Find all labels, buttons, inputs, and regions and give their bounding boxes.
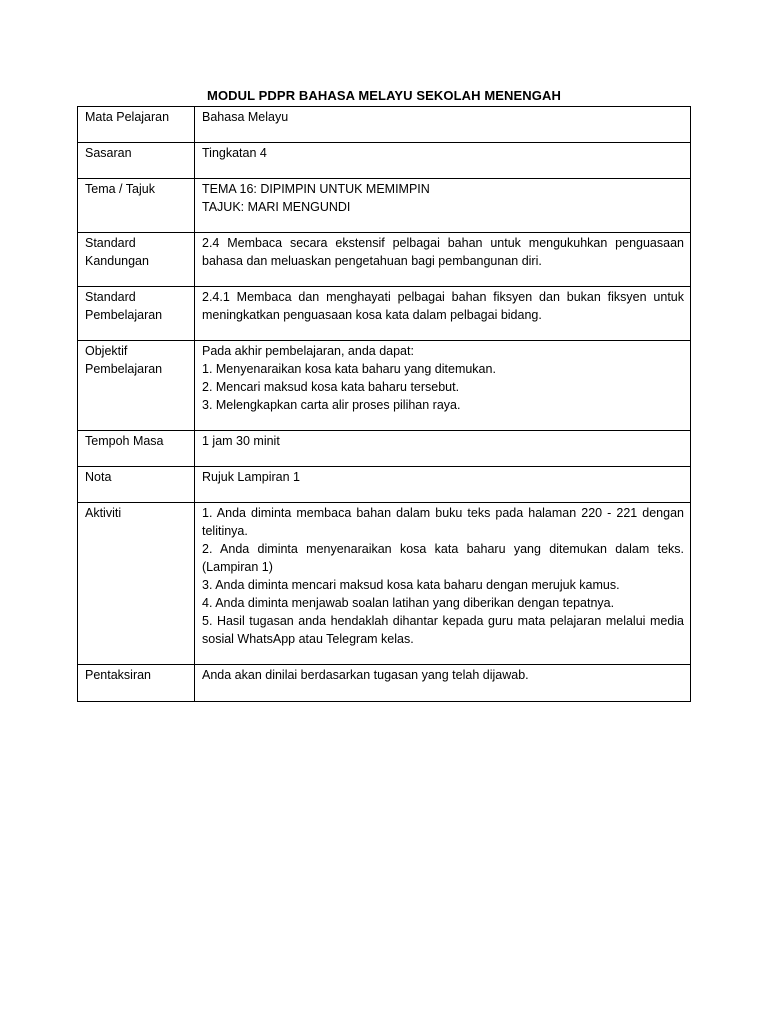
row-label-tempoh-masa <box>78 431 195 467</box>
table-row-aktiviti <box>78 503 691 665</box>
aktiviti-item: 4. Anda diminta menjawab soalan latihan yang diberikan dengan tepatnya. <box>202 596 615 610</box>
aktiviti-item: 1. Anda diminta membaca bahan dalam buku teks pada halaman 220 - 221 dengan telitinya. <box>202 506 684 538</box>
row-label-aktiviti <box>78 503 195 665</box>
table-row-objektif-pembelajaran <box>78 341 691 431</box>
row-value-tempoh-masa <box>195 431 691 467</box>
table-row-sasaran <box>78 143 691 179</box>
row-label-line: Pentaksiran <box>85 668 152 682</box>
row-label-line: Tempoh Masa <box>85 434 164 448</box>
row-label-objektif-pembelajaran <box>78 341 195 431</box>
row-value-pentaksiran <box>195 665 691 702</box>
row-label-line: Objektif <box>85 344 128 358</box>
tema-line: TEMA 16: DIPIMPIN UNTUK MEMIMPIN <box>202 182 430 196</box>
row-value-line: Anda akan dinilai berdasarkan tugasan yang telah dijawab. <box>202 668 529 682</box>
table-row-pentaksiran <box>78 665 691 702</box>
row-label-line: Pembelajaran <box>85 308 163 322</box>
lesson-module-table <box>77 106 691 702</box>
standard-kandungan-text: 2.4 Membaca secara ekstensif pelbagai bahan untuk mengukuhkan penguasaan bahasa dan meluaskan pengetahuan bagi pembangunan diri. <box>202 236 684 268</box>
objektif-item: 1. Menyenaraikan kosa kata baharu yang ditemukan. <box>202 362 496 376</box>
row-value-standard-pembelajaran <box>195 287 691 341</box>
row-value-line: Rujuk Lampiran 1 <box>202 470 300 484</box>
row-label-line: Standard <box>85 236 136 250</box>
row-label-line: Tema / Tajuk <box>85 182 155 196</box>
row-value-objektif-pembelajaran <box>195 341 691 431</box>
objektif-item: 3. Melengkapkan carta alir proses pilihan raya. <box>202 398 461 412</box>
row-label-standard-kandungan <box>78 233 195 287</box>
row-label-line: Mata Pelajaran <box>85 110 170 124</box>
row-value-nota <box>195 467 691 503</box>
row-label-line: Aktiviti <box>85 506 122 520</box>
standard-pembelajaran-text: 2.4.1 Membaca dan menghayati pelbagai bahan fiksyen dan bukan fiksyen untuk meningkatkan penguasaan kosa kata dalam pelbagai bidang. <box>202 290 684 322</box>
aktiviti-item: 5. Hasil tugasan anda hendaklah dihantar kepada guru mata pelajaran melalui media sosial WhatsApp atau Telegram kelas. <box>202 614 684 646</box>
row-value-aktiviti <box>195 503 691 665</box>
objektif-item: 2. Mencari maksud kosa kata baharu tersebut. <box>202 380 460 394</box>
table-row-tema-tajuk <box>78 179 691 233</box>
aktiviti-item: 3. Anda diminta mencari maksud kosa kata baharu dengan merujuk kamus. <box>202 578 620 592</box>
row-label-line: Pembelajaran <box>85 362 163 376</box>
row-value-line: Tingkatan 4 <box>202 146 267 160</box>
aktiviti-item: 2. Anda diminta menyenaraikan kosa kata baharu yang ditemukan dalam teks. (Lampiran 1) <box>202 542 684 574</box>
row-label-standard-pembelajaran <box>78 287 195 341</box>
row-label-line: Sasaran <box>85 146 132 160</box>
row-label-line: Standard <box>85 290 136 304</box>
row-value-mata-pelajaran <box>195 107 691 143</box>
row-label-sasaran <box>78 143 195 179</box>
table-row-standard-kandungan <box>78 233 691 287</box>
table-row-tempoh-masa <box>78 431 691 467</box>
row-value-tema-tajuk <box>195 179 691 233</box>
row-label-mata-pelajaran <box>78 107 195 143</box>
row-value-line: Bahasa Melayu <box>202 110 289 124</box>
row-label-line: Nota <box>85 470 112 484</box>
page-title: MODUL PDPR BAHASA MELAYU SEKOLAH MENENGAH <box>207 88 561 103</box>
table-row-mata-pelajaran <box>78 107 691 143</box>
row-value-standard-kandungan <box>195 233 691 287</box>
objektif-intro: Pada akhir pembelajaran, anda dapat: <box>202 344 414 358</box>
row-label-tema-tajuk <box>78 179 195 233</box>
table-row-nota <box>78 467 691 503</box>
row-value-sasaran <box>195 143 691 179</box>
tajuk-line: TAJUK: MARI MENGUNDI <box>202 200 351 214</box>
row-label-pentaksiran <box>78 665 195 702</box>
table-row-standard-pembelajaran <box>78 287 691 341</box>
row-label-line: Kandungan <box>85 254 149 268</box>
row-value-line: 1 jam 30 minit <box>202 434 280 448</box>
row-label-nota <box>78 467 195 503</box>
